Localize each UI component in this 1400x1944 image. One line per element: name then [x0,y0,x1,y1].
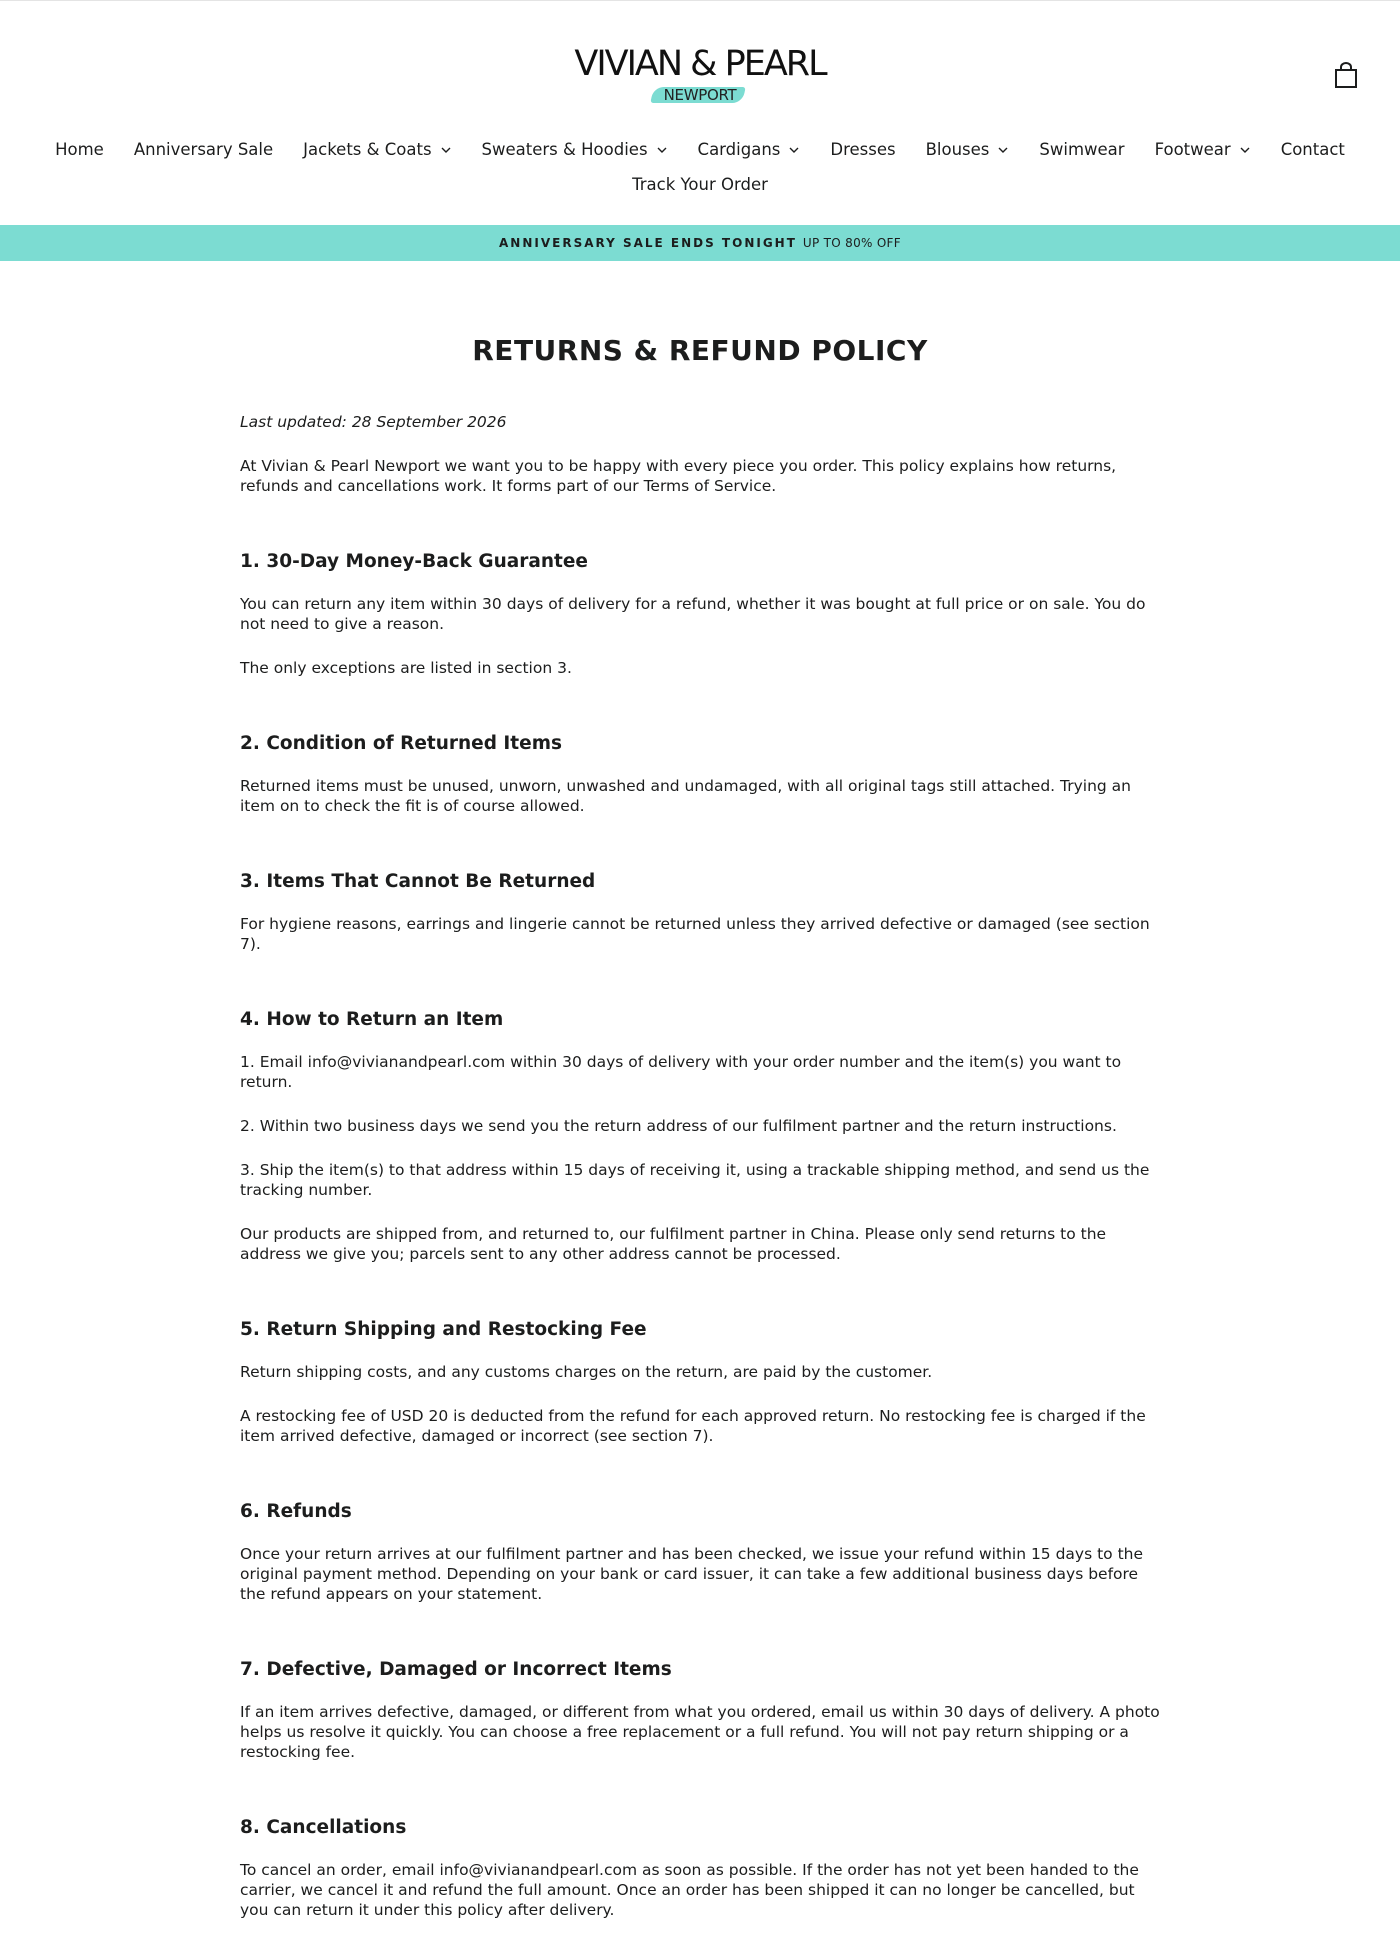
chevron-down-icon [656,144,668,156]
nav-item-footwear[interactable] [1155,138,1251,162]
main-navigation-row2 [0,173,1400,197]
section-heading: 2. Condition of Returned Items [240,733,562,754]
intro-paragraph: At Vivian & Pearl Newport we want you to be happy with every piece you order. This policy explains how returns, refunds and cancellations work. It forms part of our Terms of Service. [240,457,1117,495]
section-paragraph: If an item arrives defective, damaged, or different from what you ordered, email us within 30 days of delivery. A photo helps us resolve it quickly. You can choose a free replacement or a full refund. You will not pay return shipping or a restocking fee. [240,1703,1160,1761]
section-heading: 8. Cancellations [240,1817,407,1838]
nav-item-contact[interactable] [1281,138,1345,162]
nav-item-blouses[interactable] [926,138,1010,162]
nav-item-label: Sweaters & Hoodies [481,140,648,159]
nav-item-cardigans[interactable] [698,138,801,162]
chevron-down-icon [788,144,800,156]
site-header [0,0,1400,225]
section-paragraph: For hygiene reasons, earrings and lingerie cannot be returned unless they arrived defective or damaged (see section 7). [240,915,1150,953]
site-logo[interactable] [0,44,1400,106]
announcement-headline: ANNIVERSARY SALE ENDS TONIGHT [499,236,797,250]
section-heading: 5. Return Shipping and Restocking Fee [240,1319,647,1340]
section-heading: 3. Items That Cannot Be Returned [240,871,596,892]
cart-button[interactable] [1334,62,1358,90]
nav-item-label: Anniversary Sale [133,140,274,159]
announcement-bar[interactable] [0,225,1400,261]
nav-item-label: Contact [1280,140,1345,159]
section-heading: 6. Refunds [240,1501,352,1522]
chevron-down-icon [1239,144,1251,156]
policy-sections [240,550,1165,1920]
nav-item-jackets-coats[interactable] [303,138,451,162]
chevron-down-icon [440,144,452,156]
section-paragraph: Return shipping costs, and any customs charges on the return, are paid by the customer. [240,1363,933,1381]
section-heading: 1. 30-Day Money-Back Guarantee [240,551,588,572]
section-paragraph: You can return any item within 30 days of delivery for a refund, whether it was bought at full price or on sale. You do not need to give a reason. [240,595,1146,633]
nav-item-label: Blouses [925,140,990,159]
section-paragraph: The only exceptions are listed in section 3. [240,659,572,677]
nav-item-label: Cardigans [697,140,781,159]
section-paragraph: 1. Email info@vivianandpearl.com within 30 days of delivery with your order number and the item(s) you want to return. [240,1053,1122,1091]
page-title: RETURNS & REFUND POLICY [472,334,928,367]
nav-item-track-your-order[interactable]: Track Your Order [632,175,768,194]
section-paragraph: Returned items must be unused, unworn, unwashed and undamaged, with all original tags still attached. Trying an item on to check the fit is of course allowed. [240,777,1131,815]
section-heading: 7. Defective, Damaged or Incorrect Items [240,1659,672,1680]
announcement-subtext: UP TO 80% OFF [802,236,901,250]
nav-item-dresses[interactable] [830,138,895,162]
nav-item-swimwear[interactable] [1039,138,1124,162]
last-updated: Last updated: 28 September 2026 [240,413,507,431]
nav-item-label: Swimwear [1039,140,1125,159]
nav-item-anniversary-sale[interactable] [134,138,273,162]
section-paragraph: To cancel an order, email info@vivianandpearl.com as soon as possible. If the order has not yet been handed to the carrier, we cancel it and refund the full amount. Once an order has been shipped it can no longer be cancelled, but you can return it under this policy after delivery. [240,1861,1139,1919]
nav-item-sweaters-hoodies[interactable] [482,138,668,162]
logo-wordmark: VIVIAN & PEARL [574,44,826,84]
section-paragraph: A restocking fee of USD 20 is deducted from the refund for each approved return. No restocking fee is charged if the item arrived defective, damaged or incorrect (see section 7). [240,1407,1146,1445]
main-navigation [0,138,1400,162]
section-paragraph: 2. Within two business days we send you the return address of our fulfilment partner and the return instructions. [240,1117,1117,1135]
nav-item-label: Jackets & Coats [303,140,432,159]
nav-item-label: Home [55,140,104,159]
section-heading: 4. How to Return an Item [240,1009,504,1030]
section-paragraph: Once your return arrives at our fulfilment partner and has been checked, we issue your refund within 15 days to the original payment method. Depending on your bank or card issuer, it can take a few additional business days before the refund appears on your statement. [240,1545,1144,1603]
section-paragraph: 3. Ship the item(s) to that address within 15 days of receiving it, using a trackable shipping method, and send us the tracking number. [240,1161,1150,1199]
nav-item-label: Footwear [1154,140,1231,159]
shopping-bag-icon [1334,62,1358,90]
chevron-down-icon [997,144,1009,156]
section-paragraph: Our products are shipped from, and returned to, our fulfilment partner in China. Please only send returns to the address we give you; parcels sent to any other address cannot be processed. [240,1225,1107,1263]
nav-item-label: Dresses [830,140,896,159]
logo-subtitle: NEWPORT [663,86,737,104]
nav-item-home[interactable] [55,138,104,162]
policy-content [240,412,1165,1944]
